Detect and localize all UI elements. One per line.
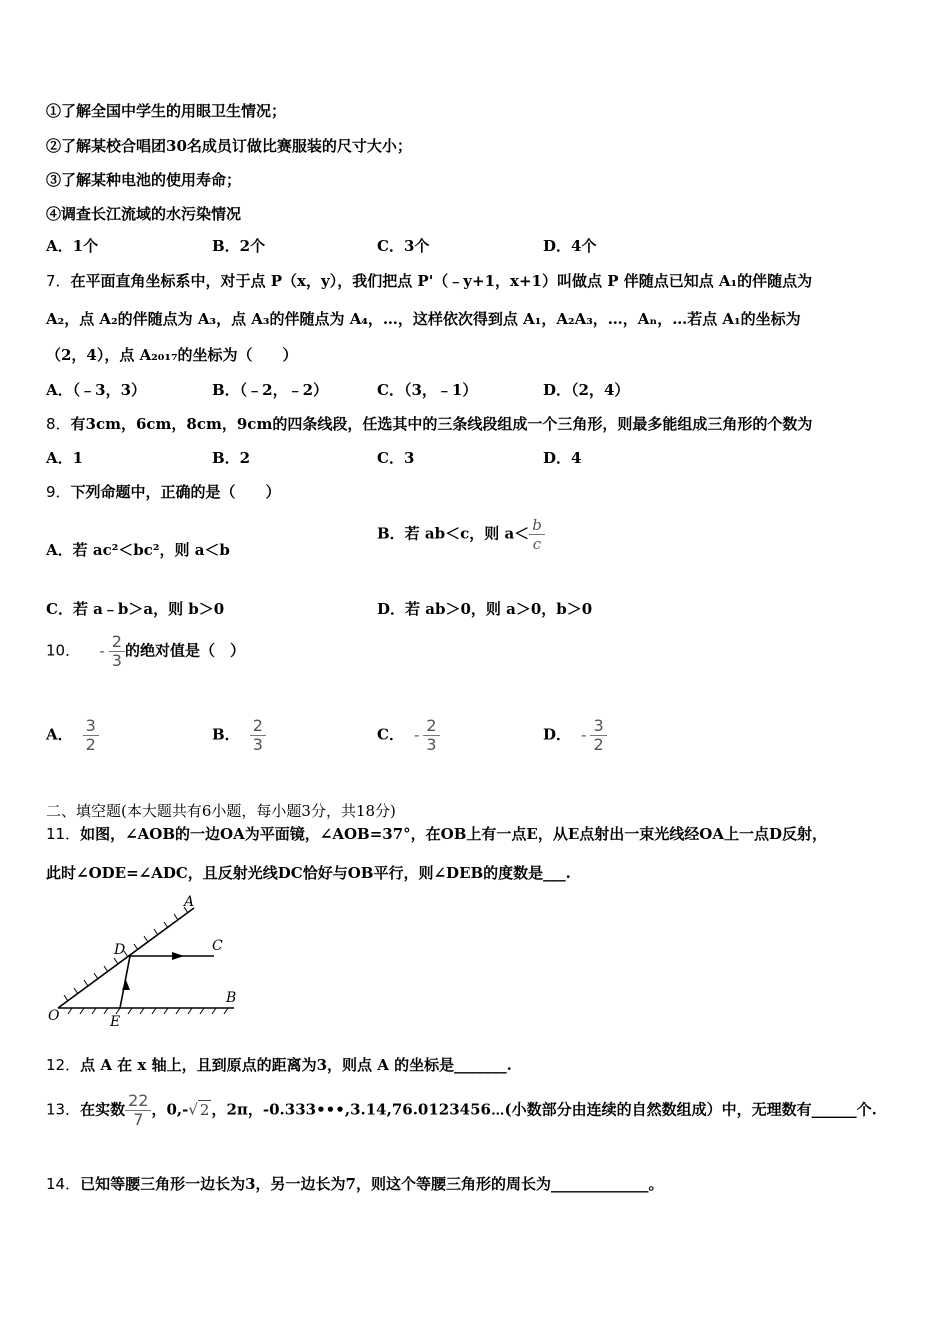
q6-option-c: C．3个 [377, 237, 430, 255]
survey-item-3: ③了解某种电池的使用寿命； [46, 171, 242, 189]
q9-number: 9． [46, 483, 71, 501]
q13-number: 13． [46, 1100, 81, 1119]
q6-option-a: A．1个 [46, 237, 99, 255]
q10-option-c [377, 717, 440, 754]
fraction-denominator: c [532, 535, 542, 553]
q9-option-b [377, 516, 545, 553]
q10-number: 10． [46, 641, 81, 660]
q14-line [46, 1174, 663, 1194]
fraction-denominator: 2 [593, 735, 604, 754]
fraction-denominator: 3 [111, 651, 122, 670]
fraction-b-over-c [529, 516, 545, 553]
q8-option-a: A．1 [46, 449, 84, 467]
q9-line [46, 482, 281, 502]
fraction-denominator: 3 [252, 735, 263, 754]
q10-option-b-label: B． [212, 725, 240, 744]
q13-rest: ，2π，-0.333•••,3.14,76.0123456⋯(小数部分由连续的自然数组成）中，无理数有______个. [211, 1100, 877, 1119]
q10-line [46, 633, 245, 670]
fraction [83, 717, 99, 754]
q11-line-1 [46, 824, 827, 844]
label-c: C [212, 938, 223, 954]
q10-option-d-label: D． [543, 725, 572, 744]
label-o: O [48, 1008, 60, 1024]
fraction [423, 717, 439, 754]
fraction [250, 717, 266, 754]
q6-option-b: B．2个 [212, 237, 266, 255]
q7-text-1: 在平面直角坐标系中，对于点 P（x，y），我们把点 P'（﹣y+1，x+1）叫做点 P 伴随点已知点 A₁的伴随点为 [70, 272, 813, 290]
label-b: B [226, 990, 237, 1006]
label-d: D [114, 942, 126, 958]
ground-hatching [68, 1008, 228, 1014]
q8-option-d: D．4 [543, 449, 582, 467]
q9-option-b-text: B．若 ab＜c，则 a＜ [377, 524, 530, 543]
q8-line [46, 414, 812, 434]
q11-line-2: 此时∠ODE=∠ADC，且反射光线DC恰好与OB平行，则∠DEB的度数是___. [46, 864, 571, 882]
q7-number: 7． [46, 272, 71, 290]
fraction-numerator: 3 [590, 717, 606, 736]
minus-sign: - [581, 725, 587, 744]
minus-sign: - [99, 641, 105, 660]
q10-option-a-label: A． [46, 725, 73, 744]
q10-option-d [543, 717, 607, 754]
fraction-numerator: 22 [125, 1092, 151, 1111]
sqrt-two: √ 2 [188, 1100, 210, 1119]
q12-number: 12． [46, 1056, 81, 1074]
fraction-numerator: b [529, 516, 545, 535]
q7-option-c: C．（3，﹣1） [377, 381, 478, 399]
section-heading: 二、填空题(本大题共有6小题，每小题3分，共18分) [46, 802, 396, 820]
fraction-numerator: 2 [250, 717, 266, 736]
fraction-22-over-7 [125, 1092, 151, 1129]
q10-option-c-label: C． [377, 725, 404, 744]
q9-text: 下列命题中，正确的是（ ） [70, 483, 281, 501]
q9-option-a: A．若 ac²＜bc²，则 a＜b [46, 541, 230, 559]
q10-text: 的绝对值是（ ） [124, 641, 245, 660]
arrow-head-ed [122, 980, 130, 990]
q13-line [46, 1092, 877, 1129]
minus-sign: - [413, 725, 420, 744]
arrow-head-dc [172, 952, 184, 960]
ray-ed [120, 956, 130, 1008]
fraction-two-thirds [109, 633, 125, 670]
label-a: A [184, 894, 195, 910]
survey-item-4: ④调查长江流域的水污染情况 [46, 205, 242, 223]
q13-prefix: 在实数 [80, 1100, 126, 1119]
q9-option-c: C．若 a﹣b＞a，则 b＞0 [46, 600, 225, 618]
figure-svg [44, 890, 244, 1030]
q14-number: 14． [46, 1175, 81, 1193]
q11-number: 11． [46, 825, 81, 843]
q7-option-b: B．（﹣2，﹣2） [212, 381, 329, 399]
q7-line-2: A₂，点 A₂的伴随点为 A₃，点 A₃的伴随点为 A₄，…，这样依次得到点 A₁，A₂A₃，…，Aₙ，…若点 A₁的坐标为 [46, 310, 801, 328]
q13-mid: ，0,- [151, 1100, 189, 1119]
radicand: 2 [199, 1100, 210, 1119]
fraction-denominator: 3 [426, 735, 437, 754]
q7-option-d: D．（2，4） [543, 381, 630, 399]
fraction-numerator: 2 [109, 633, 125, 652]
q14-text: 已知等腰三角形一边长为3，另一边长为7，则这个等腰三角形的周长为_____________。 [80, 1175, 664, 1193]
fraction-numerator: 3 [83, 717, 99, 736]
fraction-denominator: 7 [133, 1110, 144, 1129]
q7-option-a: A．（﹣3，3） [46, 381, 147, 399]
mirror-angle-figure [44, 890, 244, 1034]
fraction-numerator: 2 [423, 717, 439, 736]
q7-line-3: （2，4），点 A₂₀₁₇的坐标为（ ） [46, 346, 298, 364]
fraction-denominator: 2 [85, 735, 96, 754]
survey-item-2: ②了解某校合唱团30名成员订做比赛服装的尺寸大小； [46, 137, 412, 155]
q8-number: 8． [46, 415, 71, 433]
q10-option-a [46, 717, 99, 754]
q6-option-d: D．4个 [543, 237, 597, 255]
q9-option-d: D．若 ab＞0，则 a＞0，b＞0 [377, 600, 593, 618]
q8-option-b: B．2 [212, 449, 251, 467]
q11-text-1: 如图，∠AOB的一边OA为平面镜，∠AOB=37°，在OB上有一点E，从E点射出一束光线经OA上一点D反射， [80, 825, 827, 843]
survey-item-1: ①了解全国中学生的用眼卫生情况； [46, 102, 287, 120]
q8-text: 有3cm，6cm，8cm，9cm的四条线段，任选其中的三条线段组成一个三角形，则最多能组成三角形的个数为 [70, 415, 813, 433]
q10-option-b [212, 717, 266, 754]
q12-line [46, 1055, 512, 1075]
label-e: E [110, 1014, 121, 1030]
q7-line-1 [46, 271, 812, 291]
q8-option-c: C．3 [377, 449, 415, 467]
q12-text: 点 A 在 x 轴上，且到原点的距离为3，则点 A 的坐标是_______. [80, 1056, 512, 1074]
fraction [590, 717, 606, 754]
